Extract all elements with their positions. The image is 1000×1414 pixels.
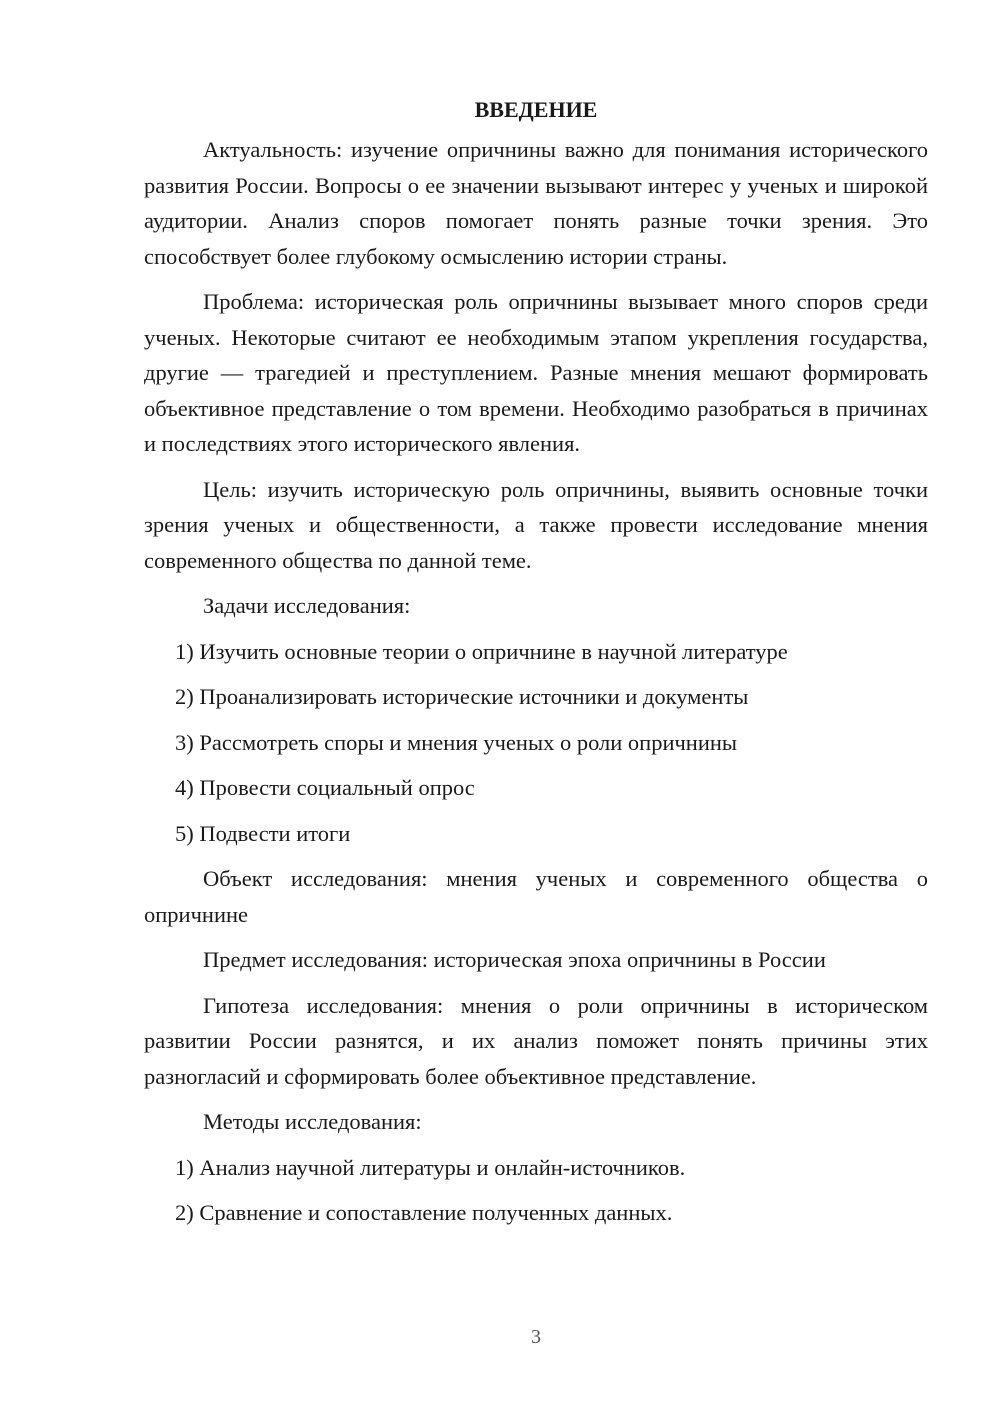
task-item: 5) Подвести итоги — [175, 820, 351, 846]
task-item: 4) Провести социальный опрос — [175, 775, 475, 800]
task-item: 3) Рассмотреть споры и мнения ученых о роли опричнины — [175, 729, 738, 755]
hypothesis-paragraph: Гипотеза исследования: мнения о роли опричнины в историческом развитии России разнятся, и их анализ поможет понять причины этих разногласий и сформировать более объективное представление. — [144, 992, 928, 1089]
object-paragraph: Объект исследования: мнения ученых и современного общества о опричнине — [144, 866, 928, 927]
problem-paragraph: Проблема: историческая роль опричнины вызывает много споров среди ученых. Некоторые считают ее необходимым этапом укрепления государства, другие — трагедией и преступлением. Разные мнения мешают формировать объективное представление о том времени. Необходимо разобраться в причинах и последствиях этого исторического явления. — [144, 289, 928, 456]
methods-label: Методы исследования: — [203, 1109, 422, 1134]
task-item: 2) Проанализировать исторические источники и документы — [175, 684, 749, 709]
goal-paragraph: Цель: изучить историческую роль опричнины, выявить основные точки зрения ученых и общественности, а также провести исследование мнения современного общества по данной теме. — [144, 476, 928, 573]
document-page — [144, 92, 928, 1241]
method-item: 2) Сравнение и сопоставление полученных данных. — [175, 1200, 673, 1225]
section-heading: ВВЕДЕНИЕ — [474, 97, 598, 122]
method-item: 1) Анализ научной литературы и онлайн-источников. — [175, 1154, 686, 1180]
tasks-label: Задачи исследования: — [203, 593, 411, 618]
subject-paragraph: Предмет исследования: историческая эпоха опричнины в России — [203, 947, 826, 972]
task-item: 1) Изучить основные теории о опричнине в научной литературе — [175, 638, 788, 664]
page-number: 3 — [531, 1326, 541, 1348]
relevance-paragraph: Актуальность: изучение опричнины важно для понимания исторического развития России. Вопросы о ее значении вызывают интерес у ученых и широкой аудитории. Анализ споров помогает понять разные точки зрения. Это способствует более глубокому осмыслению истории страны. — [144, 137, 928, 269]
